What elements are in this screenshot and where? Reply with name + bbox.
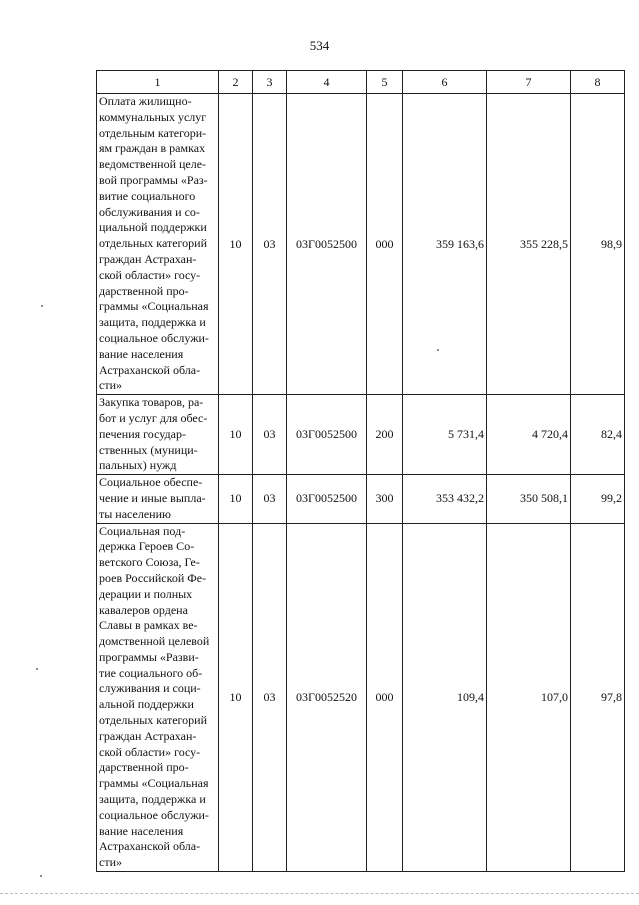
col-header-8: 8 <box>571 71 625 94</box>
description-line: дарственной про- <box>99 760 189 775</box>
description-line: обслуживания и со- <box>99 204 200 219</box>
description-line: ведомственной целе- <box>99 157 207 172</box>
description-line: альной поддержки <box>99 697 194 712</box>
row-description <box>97 395 219 475</box>
description-line: граммы «Социальная <box>99 776 209 791</box>
description-line: витие социального <box>99 188 196 203</box>
description-line: печения государ- <box>99 426 186 441</box>
description-line: граждан Астрахан- <box>99 251 197 266</box>
description-line: коммунальных услуг <box>99 109 207 124</box>
actual-amount-cell: 4 720,4 <box>487 395 571 475</box>
description-line: граждан Астрахан- <box>99 728 197 743</box>
actual-amount-cell: 355 228,5 <box>487 94 571 395</box>
description-line: чение и иные выпла- <box>99 490 206 505</box>
scan-speck <box>36 668 38 670</box>
description-line: бот и услуг для обес- <box>99 410 208 425</box>
description-line: вой программы «Раз- <box>99 172 208 187</box>
actual-amount-cell: 107,0 <box>487 523 571 872</box>
expense-type-cell: 000 <box>367 523 403 872</box>
expense-type-cell: 000 <box>367 94 403 395</box>
description-line: дарственной про- <box>99 283 189 298</box>
subsection-code-cell: 03 <box>253 395 287 475</box>
description-line: сти» <box>99 855 122 870</box>
target-article-cell: 03Г0052500 <box>287 395 367 475</box>
description-line: ям граждан в рамках <box>99 141 206 156</box>
description-line: защита, поддержка и <box>99 792 206 807</box>
planned-amount-cell: 5 731,4 <box>403 395 487 475</box>
row-description <box>97 475 219 523</box>
description-line: дерации и полных <box>99 586 193 601</box>
table-header-row <box>97 71 625 94</box>
subsection-code-cell: 03 <box>253 94 287 395</box>
description-line: держка Героев Со- <box>99 539 195 554</box>
description-line: роев Российской Фе- <box>99 570 207 585</box>
description-line: отдельных категорий <box>99 713 208 728</box>
description-line: вание населения <box>99 823 184 838</box>
description-line: циальной поддержки <box>99 220 207 235</box>
actual-amount-cell: 350 508,1 <box>487 475 571 523</box>
description-line: сти» <box>99 378 122 393</box>
execution-percent-cell: 82,4 <box>571 395 625 475</box>
section-code-cell: 10 <box>219 475 253 523</box>
row-description <box>97 94 219 395</box>
description-line: служивания и соци- <box>99 681 201 696</box>
scan-edge-line <box>0 893 639 894</box>
subsection-code-cell: 03 <box>253 523 287 872</box>
col-header-2: 2 <box>219 71 253 94</box>
section-code-cell: 10 <box>219 395 253 475</box>
description-line: Социальная под- <box>99 523 186 538</box>
planned-amount-cell: 359 163,6 <box>403 94 487 395</box>
description-line: пальных) нужд <box>99 458 177 473</box>
description-line: социальное обслужи- <box>99 807 209 822</box>
description-line: отдельным категори- <box>99 125 207 140</box>
description-line: Астраханской обла- <box>99 839 201 854</box>
description-line: вание населения <box>99 346 184 361</box>
scan-speck <box>40 875 42 877</box>
planned-amount-cell: 109,4 <box>403 523 487 872</box>
budget-table <box>96 70 625 872</box>
description-line: Социальное обеспе- <box>99 475 203 490</box>
description-line: ственных (муници- <box>99 442 198 457</box>
description-line: ты населению <box>99 506 171 521</box>
scan-speck <box>41 305 43 307</box>
description-line: домственной целевой <box>99 634 210 649</box>
execution-percent-cell: 99,2 <box>571 475 625 523</box>
description-line: ской области» госу- <box>99 267 201 282</box>
col-header-7: 7 <box>487 71 571 94</box>
description-line: Астраханской обла- <box>99 362 201 377</box>
col-header-6: 6 <box>403 71 487 94</box>
table-row <box>97 94 625 395</box>
table-row <box>97 475 625 523</box>
description-line: кавалеров ордена <box>99 602 188 617</box>
table-row <box>97 395 625 475</box>
description-line: Славы в рамках ве- <box>99 618 198 633</box>
description-line: Оплата жилищно- <box>99 94 192 108</box>
target-article-cell: 03Г0052500 <box>287 475 367 523</box>
execution-percent-cell: 97,8 <box>571 523 625 872</box>
col-header-5: 5 <box>367 71 403 94</box>
row-description <box>97 523 219 872</box>
expense-type-cell: 200 <box>367 395 403 475</box>
page-number: 534 <box>309 38 330 53</box>
section-code-cell: 10 <box>219 523 253 872</box>
description-line: граммы «Социальная <box>99 299 209 314</box>
description-line: ской области» госу- <box>99 744 201 759</box>
col-header-3: 3 <box>253 71 287 94</box>
section-code-cell: 10 <box>219 94 253 395</box>
target-article-cell: 03Г0052520 <box>287 523 367 872</box>
description-line: защита, поддержка и <box>99 315 206 330</box>
scan-speck <box>437 349 439 351</box>
expense-type-cell: 300 <box>367 475 403 523</box>
target-article-cell: 03Г0052500 <box>287 94 367 395</box>
description-line: тие социального об- <box>99 665 203 680</box>
description-line: социальное обслужи- <box>99 330 209 345</box>
col-header-4: 4 <box>287 71 367 94</box>
description-line: отдельных категорий <box>99 236 208 251</box>
execution-percent-cell: 98,9 <box>571 94 625 395</box>
description-line: программы «Разви- <box>99 649 199 664</box>
planned-amount-cell: 353 432,2 <box>403 475 487 523</box>
description-line: ветского Союза, Ге- <box>99 555 200 570</box>
description-line: Закупка товаров, ра- <box>99 395 204 410</box>
table-row <box>97 523 625 872</box>
col-header-1: 1 <box>97 71 219 94</box>
subsection-code-cell: 03 <box>253 475 287 523</box>
